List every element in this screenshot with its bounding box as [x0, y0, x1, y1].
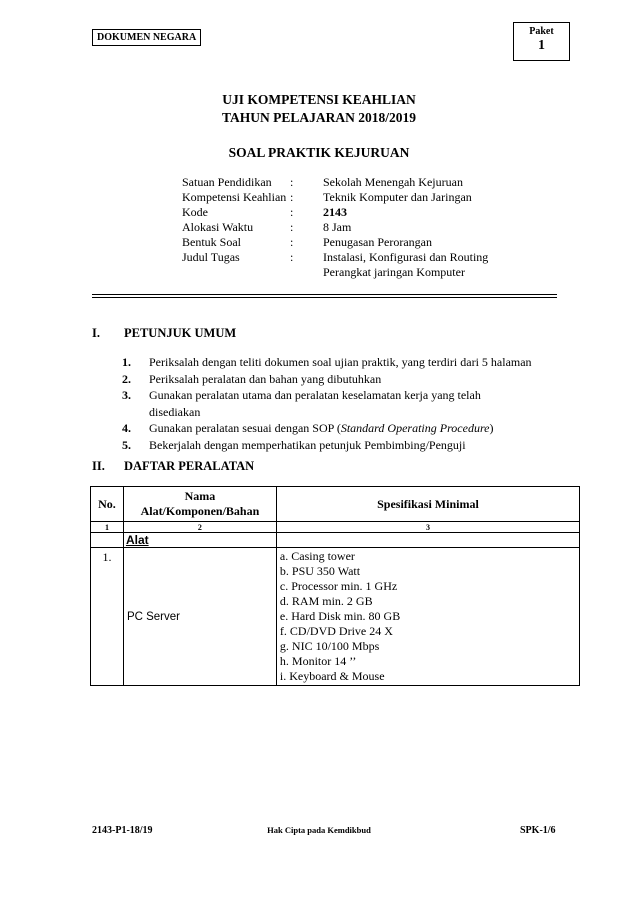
header-no: No.: [91, 487, 124, 522]
item-number: 1.: [122, 355, 131, 369]
equipment-name: PC Server: [123, 548, 276, 686]
list-item: [122, 371, 532, 388]
info-row: [182, 190, 533, 205]
item-text: Periksalah peralatan dan bahan yang dibutuhkan: [149, 371, 382, 386]
spec-item: a. Casing tower: [279, 549, 355, 563]
info-key: [182, 265, 290, 280]
info-value: 2143: [323, 205, 347, 219]
info-row: [182, 220, 533, 235]
spec-item: h. Monitor 14 ’’: [279, 654, 357, 668]
footer-copyright: Hak Cipta pada Kemdikbud: [267, 825, 371, 835]
info-colon: :: [290, 205, 294, 219]
item-text: Gunakan peralatan utama dan peralatan keselamatan kerja yang telah: [149, 388, 481, 402]
info-value: Sekolah Menengah Kejuruan: [323, 175, 463, 189]
document-classification-tag: [92, 29, 201, 46]
section-number: I.: [92, 326, 100, 340]
paket-label: Paket: [529, 26, 554, 37]
paket-box: [513, 22, 570, 61]
exam-title: UJI KOMPETENSI KEAHLIAN: [222, 92, 416, 107]
item-number: 4.: [122, 421, 131, 435]
academic-year: TAHUN PELAJARAN 2018/2019: [221, 110, 416, 125]
list-item: [122, 437, 532, 454]
info-row: [182, 265, 533, 280]
paket-number: 1: [538, 38, 545, 53]
info-value: Penugasan Perorangan: [323, 235, 432, 249]
info-value: Perangkat jaringan Komputer: [323, 265, 465, 279]
section-title: PETUNJUK UMUM: [124, 326, 237, 340]
item-text-pre: Gunakan peralatan sesuai dengan SOP (: [149, 421, 341, 435]
info-key: Kode: [182, 205, 208, 219]
item-text-italic: Standard Operating Procedure: [340, 421, 490, 435]
table-row: [91, 548, 580, 686]
empty-cell: [91, 533, 124, 548]
item-text: disediakan: [149, 404, 201, 419]
info-row: [182, 235, 533, 250]
list-item: [122, 354, 532, 371]
item-number: 2.: [122, 371, 131, 386]
item-number: 5.: [122, 437, 131, 452]
info-key: Satuan Pendidikan: [182, 175, 272, 189]
list-item: [122, 420, 532, 437]
doc-tag-text: DOKUMEN NEGARA: [97, 32, 197, 43]
item-text: Bekerjalah dengan memperhatikan petunjuk Pembimbing/Penguji: [149, 437, 466, 452]
instruction-list: [122, 354, 532, 453]
column-number: 1: [91, 522, 124, 533]
item-number: [122, 404, 149, 421]
spec-item: e. Hard Disk min. 80 GB: [279, 609, 401, 623]
equipment-table: [90, 486, 580, 686]
list-item: [122, 387, 532, 404]
spec-item: f. CD/DVD Drive 24 X: [279, 624, 393, 638]
header-spec: Spesifikasi Minimal: [276, 487, 579, 522]
info-row: [182, 205, 533, 220]
info-colon: :: [290, 190, 294, 204]
exam-info-block: [182, 175, 533, 280]
table-header-row: [91, 487, 580, 522]
info-colon: :: [290, 175, 294, 189]
spec-list: [276, 548, 579, 686]
spec-item: g. NIC 10/100 Mbps: [279, 639, 380, 653]
info-key: Kompetensi Keahlian: [182, 190, 287, 204]
group-label: Alat: [123, 533, 276, 548]
info-colon: :: [290, 235, 294, 249]
spec-item: d. RAM min. 2 GB: [279, 594, 373, 608]
spec-item: i. Keyboard & Mouse: [279, 669, 385, 683]
header-name: Nama Alat/Komponen/Bahan: [123, 487, 276, 522]
exam-type-title: SOAL PRAKTIK KEJURUAN: [228, 145, 410, 160]
section-title: DAFTAR PERALATAN: [124, 459, 255, 473]
info-value: Teknik Komputer dan Jaringan: [323, 190, 472, 204]
info-row: [182, 250, 533, 265]
group-row: [91, 533, 580, 548]
spec-item: b. PSU 350 Watt: [279, 564, 361, 578]
item-text-post: ): [489, 421, 494, 435]
column-number: 3: [276, 522, 579, 533]
footer-code: 2143-P1-18/19: [92, 825, 153, 836]
item-text: Periksalah dengan teliti dokumen soal ujian praktik, yang terdiri dari 5 halaman: [149, 355, 532, 369]
row-number: 1.: [91, 548, 124, 686]
info-key: Judul Tugas: [182, 250, 240, 264]
info-key: Bentuk Soal: [182, 235, 241, 249]
divider-line: [92, 294, 557, 295]
divider-line: [92, 297, 557, 298]
info-value: 8 Jam: [323, 220, 352, 234]
spec-item: c. Processor min. 1 GHz: [279, 579, 398, 593]
footer-page: SPK-1/6: [520, 825, 556, 836]
item-number: 3.: [122, 388, 131, 402]
list-item: [122, 404, 532, 421]
info-colon: :: [290, 250, 294, 264]
info-colon: :: [290, 220, 294, 234]
column-number-row: [91, 522, 580, 533]
empty-cell: [276, 533, 579, 548]
section-number: II.: [92, 459, 105, 473]
info-row: [182, 175, 533, 190]
info-colon: [290, 265, 323, 280]
info-value: Instalasi, Konfigurasi dan Routing: [323, 250, 489, 264]
info-key: Alokasi Waktu: [182, 220, 254, 234]
item-text: [149, 420, 494, 437]
column-number: 2: [123, 522, 276, 533]
